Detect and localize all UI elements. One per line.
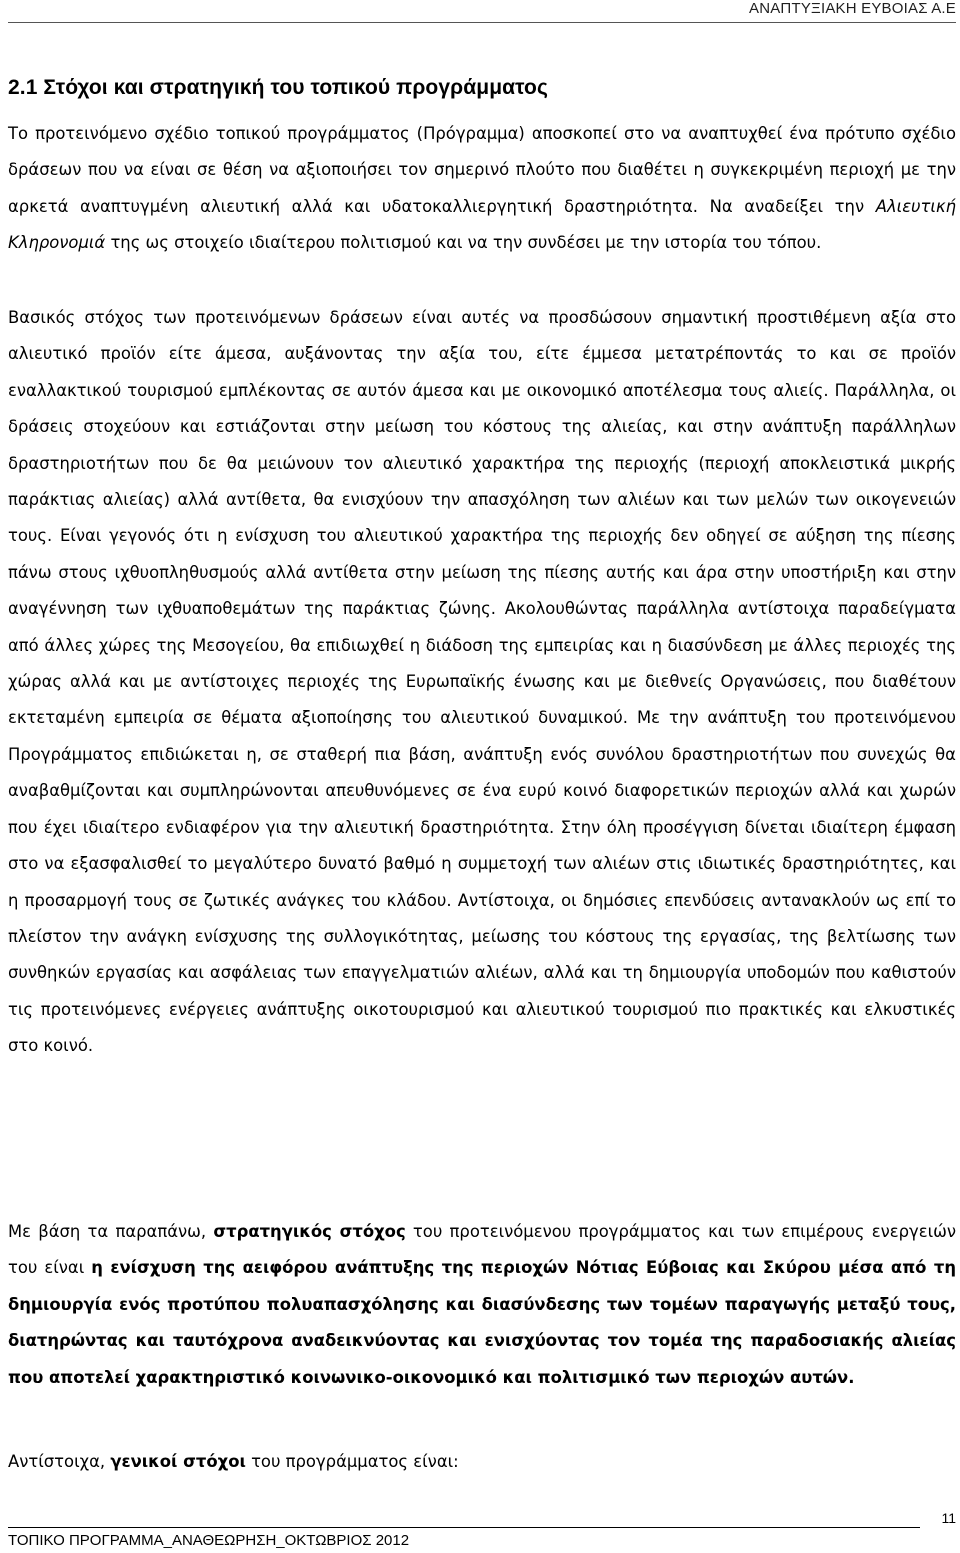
- paragraph-4-text-b: του προγράμματος είναι:: [245, 1452, 459, 1471]
- paragraph-4: [8, 1444, 956, 1480]
- header-divider: [8, 22, 956, 23]
- paragraph-1: [8, 116, 956, 262]
- section-heading: 2.1 Στόχοι και στρατηγική του τοπικού προγράμματος: [8, 76, 548, 99]
- footer-document-title: ΤΟΠΙΚΟ ΠΡΟΓΡΑΜΜΑ_ΑΝΑΘΕΩΡΗΣΗ_ΟΚΤΩΒΡΙΟΣ 2012: [8, 1532, 410, 1549]
- paragraph-3-text-a: Με βάση τα παραπάνω,: [8, 1222, 214, 1241]
- paragraph-1-italic: Αλιευτική Κληρονομιά: [8, 196, 956, 253]
- paragraph-3-text-b: του προτεινόμενου προγράμματος και των επιμέρους ενεργειών του είναι: [8, 1222, 957, 1278]
- paragraph-2: [8, 300, 956, 1065]
- paragraph-3-bold-b: η ενίσχυση της αειφόρου ανάπτυξης της περιοχών Νότιας Εύβοιας και Σκύρου μέσα από τη δημιουργία ενός προτύπου πολυαπασχόλησης και διασύνδεσης των τομέων παραγωγής μεταξύ τους, διατηρώντας και ταυτόχρονα αναδεικνύοντας και ενισχύοντας τον τομέα της παραδοσιακής αλιείας που αποτελεί χαρακτηριστικό κοινωνικο-οικονομικό και πολιτισμικό των περιοχών αυτών.: [8, 1258, 956, 1387]
- paragraph-2-text: Βασικός στόχος των προτεινόμενων δράσεων είναι αυτές να προσδώσουν σημαντική προστιθέμενη αξία στο αλιευτικό προϊόν είτε άμεσα, αυξάνοντας την αξία του, είτε έμμεσα μετατρέποντάς το και σε προϊόν εναλλακτικού τουρισμού εμπλέκοντας σε αυτόν άμεσα και με οικονομικό αποτέλεσμα τους αλιείς. Παράλληλα, οι δράσεις στοχεύουν και εστιάζονται στην μείωση του κόστους της αλιείας, και στην ανάπτυξη παράλληλων δραστηριοτήτων που δε θα μειώνουν τον αλιευτικό χαρακτήρα της περιοχής (περιοχή αποκλειστικά μικρής παράκτιας αλιείας) αλλά αντίθετα, θα ενισχύουν την απασχόληση των αλιέων και των μελών των οικογενειών τους. Είναι γεγονός ότι η ενίσχυση του αλιευτικού χαρακτήρα της περιοχής δεν οδηγεί σε αύξηση της πίεσης πάνω στους ιχθυοπληθυσμούς αλλά αντίθετα στην μείωση της πίεσης αυτής και άρα στην υποστήριξη και στην αναγέννηση των ιχθυαποθεμάτων της παράκτιας ζώνης. Ακολουθώντας παράλληλα αντίστοιχα παραδείγματα από άλλες χώρες της Μεσογείου, θα επιδιωχθεί η διάδοση της εμπειρίας και η διασύνδεση με άλλες περιοχές της χώρας αλλά και με αντίστοιχες περιοχές της Ευρωπαϊκής ένωσης και με διεθνείς Οργανώσεις, που διαθέτουν εκτεταμένη εμπειρία σε θέματα αξιοποίησης του αλιευτικού δυναμικού. Με την ανάπτυξη του προτεινόμενου Προγράμματος επιδιώκεται η, σε σταθερή πια βάση, ανάπτυξη ενός συνόλου δραστηριοτήτων που συνεχώς θα αναβαθμίζονται και συμπληρώνονται απευθυνόμενες σε ένα ευρύ κοινό διαφορετικών περιοχών αλλά και χωρών που έχει ιδιαίτερο ενδιαφέρον για την αλιευτική δραστηριότητα. Στην όλη προσέγγιση δίνεται ιδιαίτερη έμφαση στο να εξασφαλισθεί το μεγαλύτερο δυνατό βαθμό η συμμετοχή των αλιέων στις ιδιωτικές δραστηριότητες, και η προσαρμογή τους σε ζωτικές ανάγκες του κλάδου. Αντίστοιχα, οι δημόσιες επενδύσεις αντανακλούν ως επί το πλείστον την ανάγκη ενίσχυσης της συλλογικότητας, μείωσης του κόστους της εργασίας, της βελτίωσης των συνθηκών εργασίας και ασφάλειας των επαγγελματιών αλιέων, αλλά και τη δημιουργία υποδομών που καθιστούν τις προτεινόμενες ενέργειες ανάπτυξης οικοτουρισμού και αλιευτικού τουρισμού πιο πρακτικές και ελκυστικές στο κοινό.: [8, 308, 956, 1056]
- paragraph-4-text-a: Αντίστοιχα,: [8, 1452, 111, 1471]
- paragraph-3: [8, 1214, 956, 1396]
- page-number: 11: [941, 1510, 956, 1526]
- paragraph-4-bold: γενικοί στόχοι: [110, 1452, 246, 1471]
- paragraph-1-text-b: της ως στοιχείο ιδιαίτερου πολιτισμού και να την συνδέσει με την ιστορία του τόπου.: [105, 233, 822, 253]
- paragraph-3-bold-a: στρατηγικός στόχος: [213, 1222, 406, 1241]
- header-organization: ΑΝΑΠΤΥΞΙΑΚΗ ΕΥΒΟΙΑΣ Α.Ε: [748, 0, 956, 17]
- paragraph-1-text-a: Το προτεινόμενο σχέδιο τοπικού προγράμματος (Πρόγραμμα) αποσκοπεί στο να αναπτυχθεί ένα πρότυπο σχέδιο δράσεων που να είναι σε θέση να αξιοποιήσει τον σημερινό πλούτο που διαθέτει η συγκεκριμένη περιοχή με την αρκετά αναπτυγμένη αλιευτική αλλά και υδατοκαλλιεργητική δραστηριότητα. Να αναδείξει την: [8, 124, 956, 216]
- footer-divider: [8, 1527, 920, 1528]
